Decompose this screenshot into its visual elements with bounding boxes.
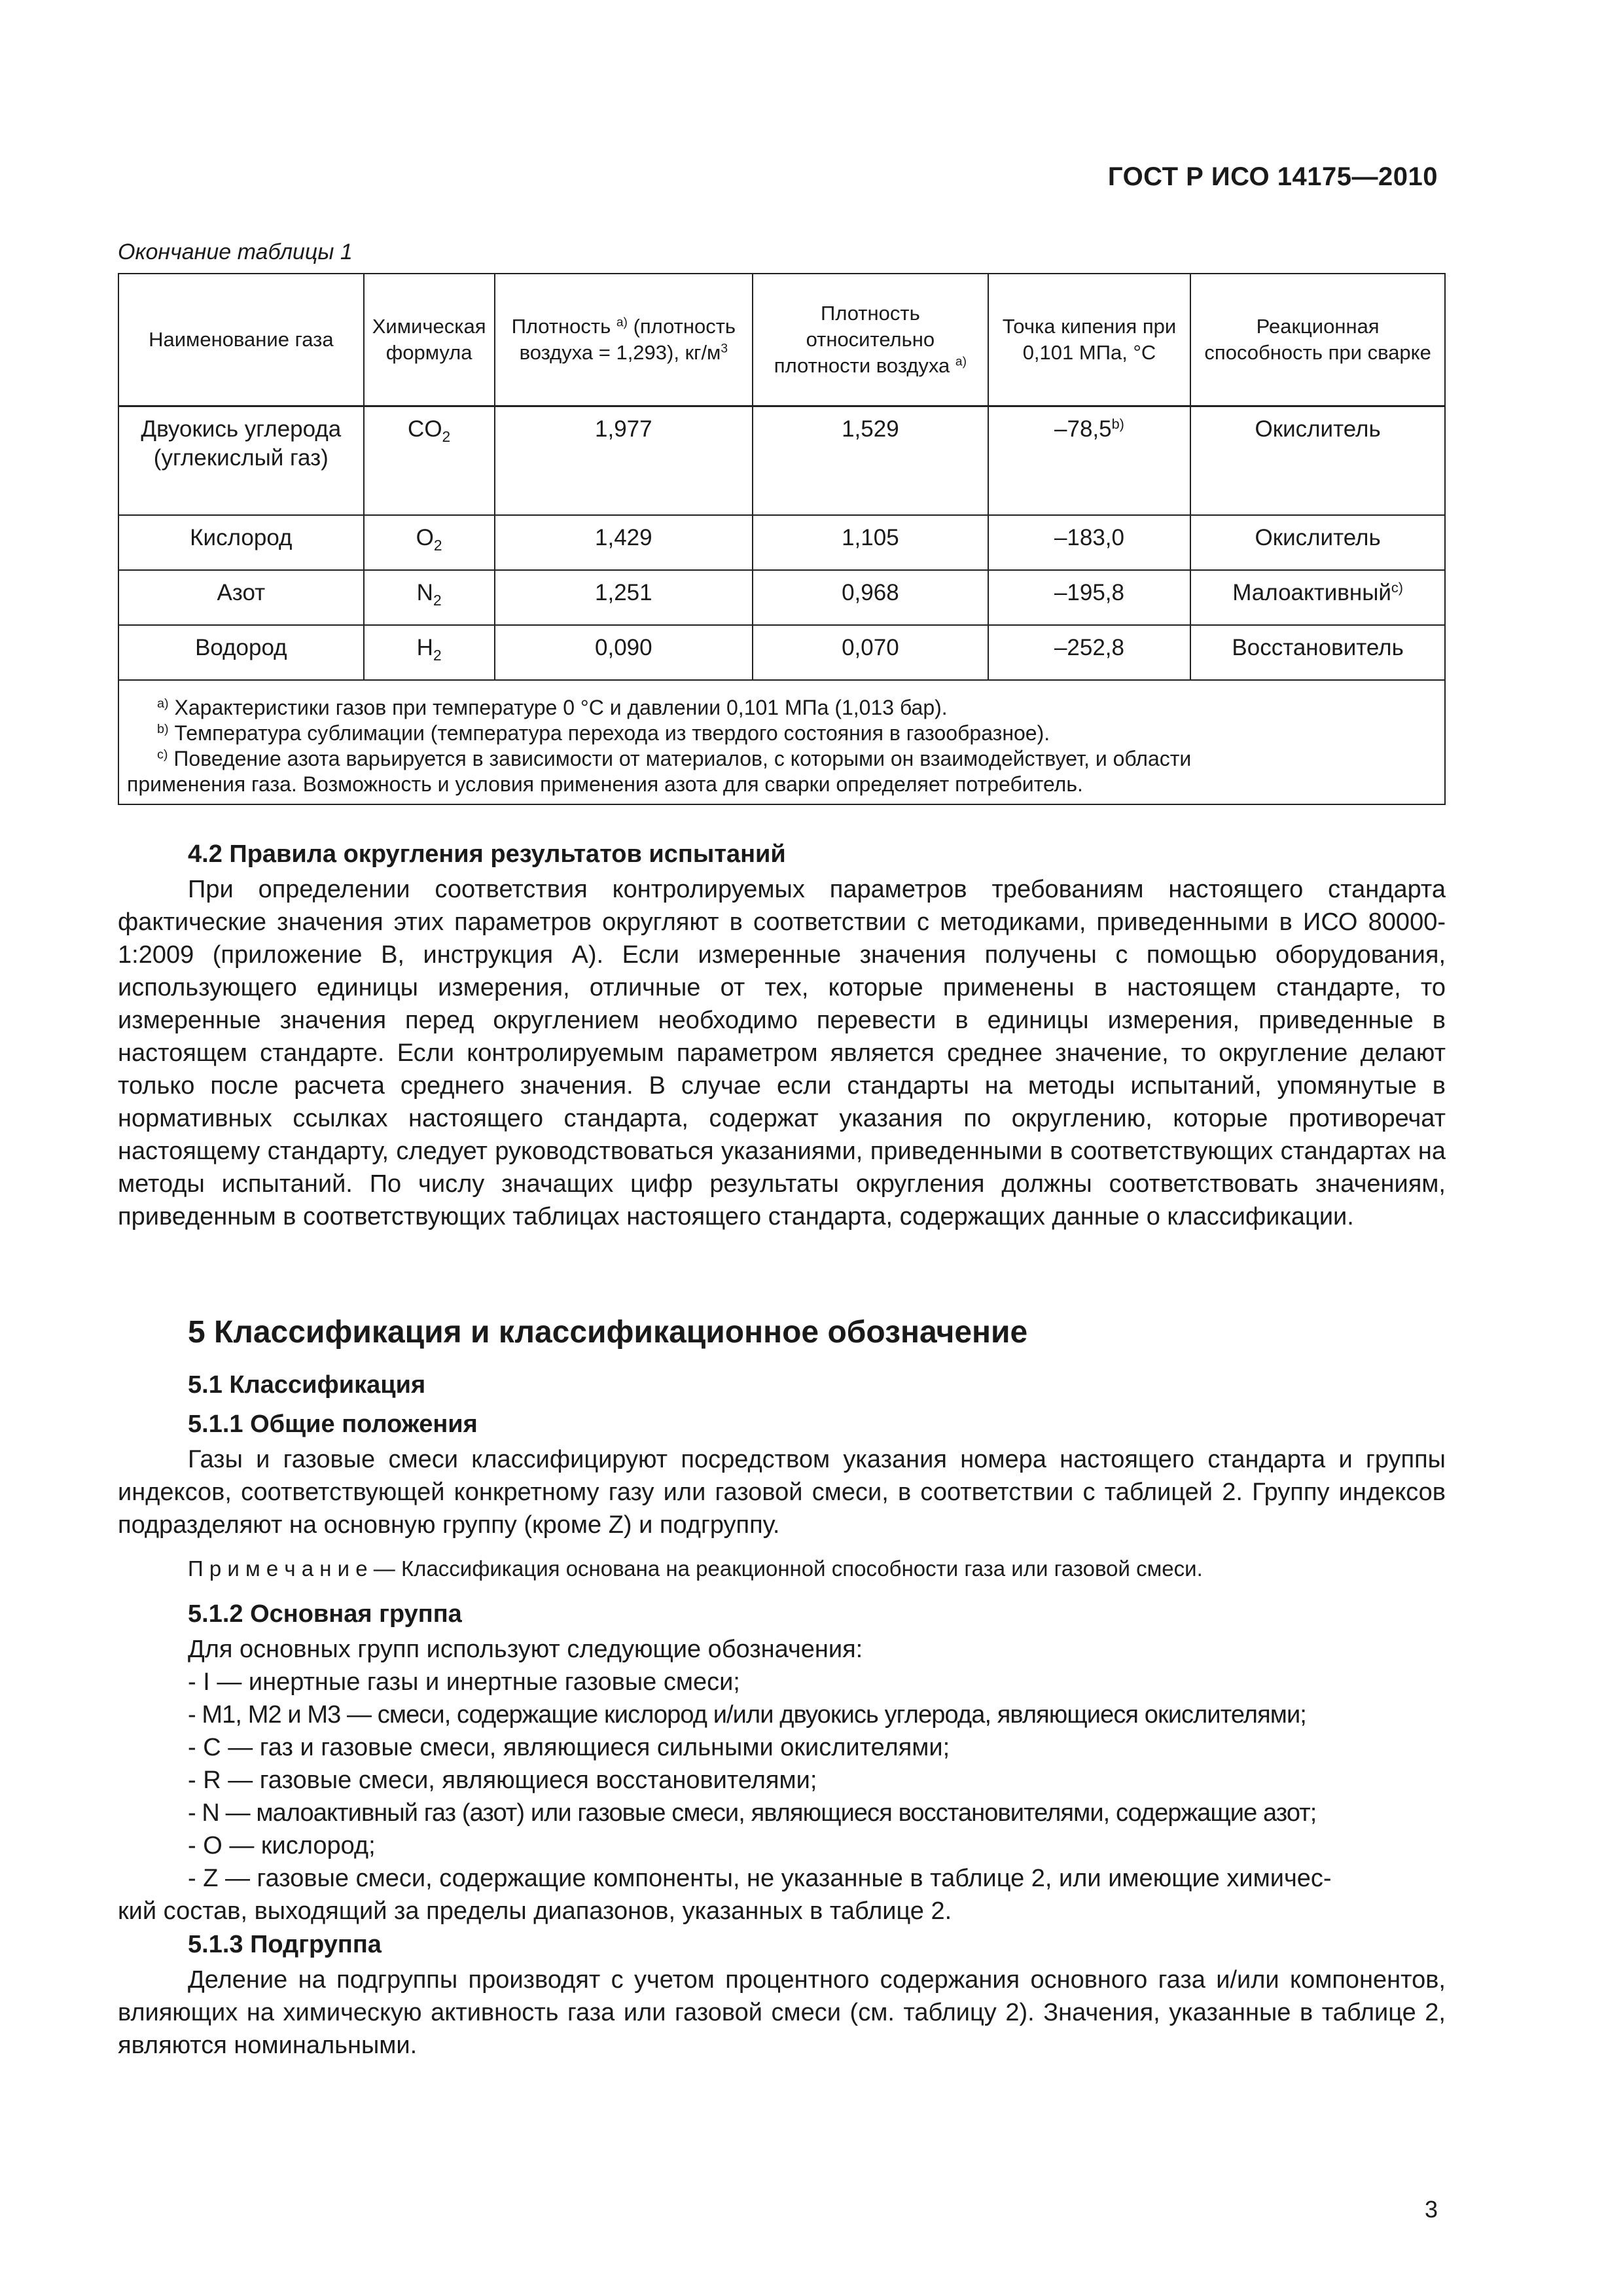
list-intro: Для основных групп используют следующие обозначения: xyxy=(188,1636,863,1663)
cell-reactivity: Малоактивный$^{c)}$ xyxy=(1190,570,1445,625)
col-header-boiling-point: Точка кипения при 0,101 МПа, °С xyxy=(988,274,1191,406)
table-header-row xyxy=(118,274,1445,406)
cell-formula: $N_2$ xyxy=(364,570,495,625)
chapter-heading: 5 Классификация и классификационное обозначение xyxy=(188,1315,1028,1350)
list-item: - N — малоактивный газ (азот) или газовые смеси, являющиеся восстановителями, содержащие азот; xyxy=(188,1799,1317,1827)
cell-density: 0,090 xyxy=(495,625,753,680)
cell-gas-name: Кислород xyxy=(118,515,364,570)
col-header-name: Наименование газа xyxy=(118,274,364,406)
section-heading: 5.1.1 Общие положения xyxy=(188,1410,478,1438)
footnote: $^{а)}$ Характеристики газов при температуре 0 °С и давлении 0,101 МПа (1,013 бар). xyxy=(157,695,948,719)
table-footnotes-row xyxy=(118,680,1445,804)
col-header-formula: Химическая формула xyxy=(364,274,495,406)
cell-density: 1,977 xyxy=(495,406,753,515)
cell-relative-density: 0,070 xyxy=(753,625,988,680)
list-item: - M1, M2 и M3 — смеси, содержащие кислород и/или двуокись углерода, являющиеся окислителями; xyxy=(188,1701,1306,1729)
col-header-reactivity: Реакционная способность при сварке xyxy=(1190,274,1445,406)
cell-density: 1,429 xyxy=(495,515,753,570)
table-row xyxy=(118,406,1445,515)
cell-formula: $H_2$ xyxy=(364,625,495,680)
table-caption: Окончание таблицы 1 xyxy=(118,240,353,264)
note xyxy=(188,1556,1203,1581)
table-footnotes xyxy=(118,680,1445,804)
section-heading: 5.1.2 Основная группа xyxy=(188,1600,462,1628)
col-header-relative-density: Плотность относительно плотности воздуха $^{а)}$ xyxy=(753,274,988,406)
cell-reactivity: Окислитель xyxy=(1190,406,1445,515)
col-header-density: Плотность $^{а)}$ (плотность воздуха = 1,293), $кг/м^3$ xyxy=(495,274,753,406)
list-item: - O — кислород; xyxy=(188,1832,376,1859)
paragraph-text: Деление на подгруппы производят с учетом процентного содержания основного газа и/или компонентов, влияющих на химическую активность газа или газовой смеси (см. таблицу 2). Значения, указанные в таблице 2, являются номинальными. xyxy=(118,1966,1446,2059)
cell-reactivity: Восстановитель xyxy=(1190,625,1445,680)
list-item: - I — инертные газы и инертные газовые смеси; xyxy=(188,1668,740,1696)
paragraph-text: Газы и газовые смеси классифицируют посредством указания номера настоящего стандарта и группы индексов, соответствующей конкретному газу или газовой смеси, в соответствии с таблицей 2. Группу индексов подразделяют на основную группу (кроме Z) и подгруппу. xyxy=(118,1446,1446,1539)
footnote: $^{b)}$ Температура сублимации (температура перехода из твердого состояния в газообразное). xyxy=(157,721,1050,745)
cell-gas-name: Водород xyxy=(118,625,364,680)
cell-gas-name: Двуокись углерода (углекислый газ) xyxy=(118,406,364,515)
footnote-continuation: применения газа. Возможность и условия применения азота для сварки определяет потребитель. xyxy=(127,772,1083,796)
paragraph xyxy=(118,1443,1446,1541)
table-row xyxy=(118,570,1445,625)
table-row xyxy=(118,515,1445,570)
section-heading: 5.1 Классификация xyxy=(188,1371,426,1399)
note-label: П р и м е ч а н и е xyxy=(188,1556,368,1581)
gas-properties-table xyxy=(118,273,1446,805)
cell-relative-density: 1,529 xyxy=(753,406,988,515)
cell-formula: $O_2$ xyxy=(364,515,495,570)
page-number: 3 xyxy=(1424,2196,1438,2223)
paragraph-text: При определении соответствия контролируемых параметров требованиям настоящего стандарта фактические значения этих параметров округляют в соответствии с методиками, приведенными в ИСО 80000-1:2009 (приложение В, инструкция А). Если измеренные значения получены с помощью оборудования, использующего единицы измерения, отличные от тех, которые применены в настоящем стандарте, то измеренные значения перед округлением необходимо перевести в единицы измерения, приведенные в настоящем стандарте. Если контролируемым параметром является среднее значение, то округление делают только после расчета среднего значения. В случае если стандарты на методы испытаний, упомянутые в нормативных ссылках настоящего стандарта, содержат указания по округлению, которые противоречат настоящему стандарту, следует руководствоваться указаниями, приведенными в соответствующих стандартах на методы испытаний. По числу значащих цифр результаты округления должны соответствовать значениям, приведенным в соответствующих таблицах настоящего стандарта, содержащих данные о классификации. xyxy=(118,876,1446,1230)
cell-boiling-point: –195,8 xyxy=(988,570,1191,625)
cell-reactivity: Окислитель xyxy=(1190,515,1445,570)
note-text: — Классификация основана на реакционной способности газа или газовой смеси. xyxy=(367,1556,1203,1581)
section-heading: 4.2 Правила округления результатов испытаний xyxy=(188,840,786,868)
section-heading: 5.1.3 Подгруппа xyxy=(188,1931,382,1958)
cell-gas-name: Азот xyxy=(118,570,364,625)
cell-boiling-point: –78,5$^{b)}$ xyxy=(988,406,1191,515)
cell-relative-density: 0,968 xyxy=(753,570,988,625)
cell-boiling-point: –183,0 xyxy=(988,515,1191,570)
table-row xyxy=(118,625,1445,680)
list-item: - Z — газовые смеси, содержащие компоненты, не указанные в таблице 2, или имеющие химичес- xyxy=(188,1865,1332,1892)
list-item-continuation: кий состав, выходящий за пределы диапазонов, указанных в таблице 2. xyxy=(118,1897,952,1925)
paragraph xyxy=(118,1964,1446,2062)
cell-formula: $CO_2$ xyxy=(364,406,495,515)
cell-density: 1,251 xyxy=(495,570,753,625)
document-id: ГОСТ Р ИСО 14175—2010 xyxy=(1107,162,1438,191)
list-item: - R — газовые смеси, являющиеся восстановителями; xyxy=(188,1767,817,1794)
cell-boiling-point: –252,8 xyxy=(988,625,1191,680)
footnote: $^{c)}$ Поведение азота варьируется в зависимости от материалов, с которыми он взаимодействует, и области xyxy=(157,746,1192,770)
paragraph xyxy=(118,873,1446,1233)
list-item: - С — газ и газовые смеси, являющиеся сильными окислителями; xyxy=(188,1734,950,1761)
cell-relative-density: 1,105 xyxy=(753,515,988,570)
